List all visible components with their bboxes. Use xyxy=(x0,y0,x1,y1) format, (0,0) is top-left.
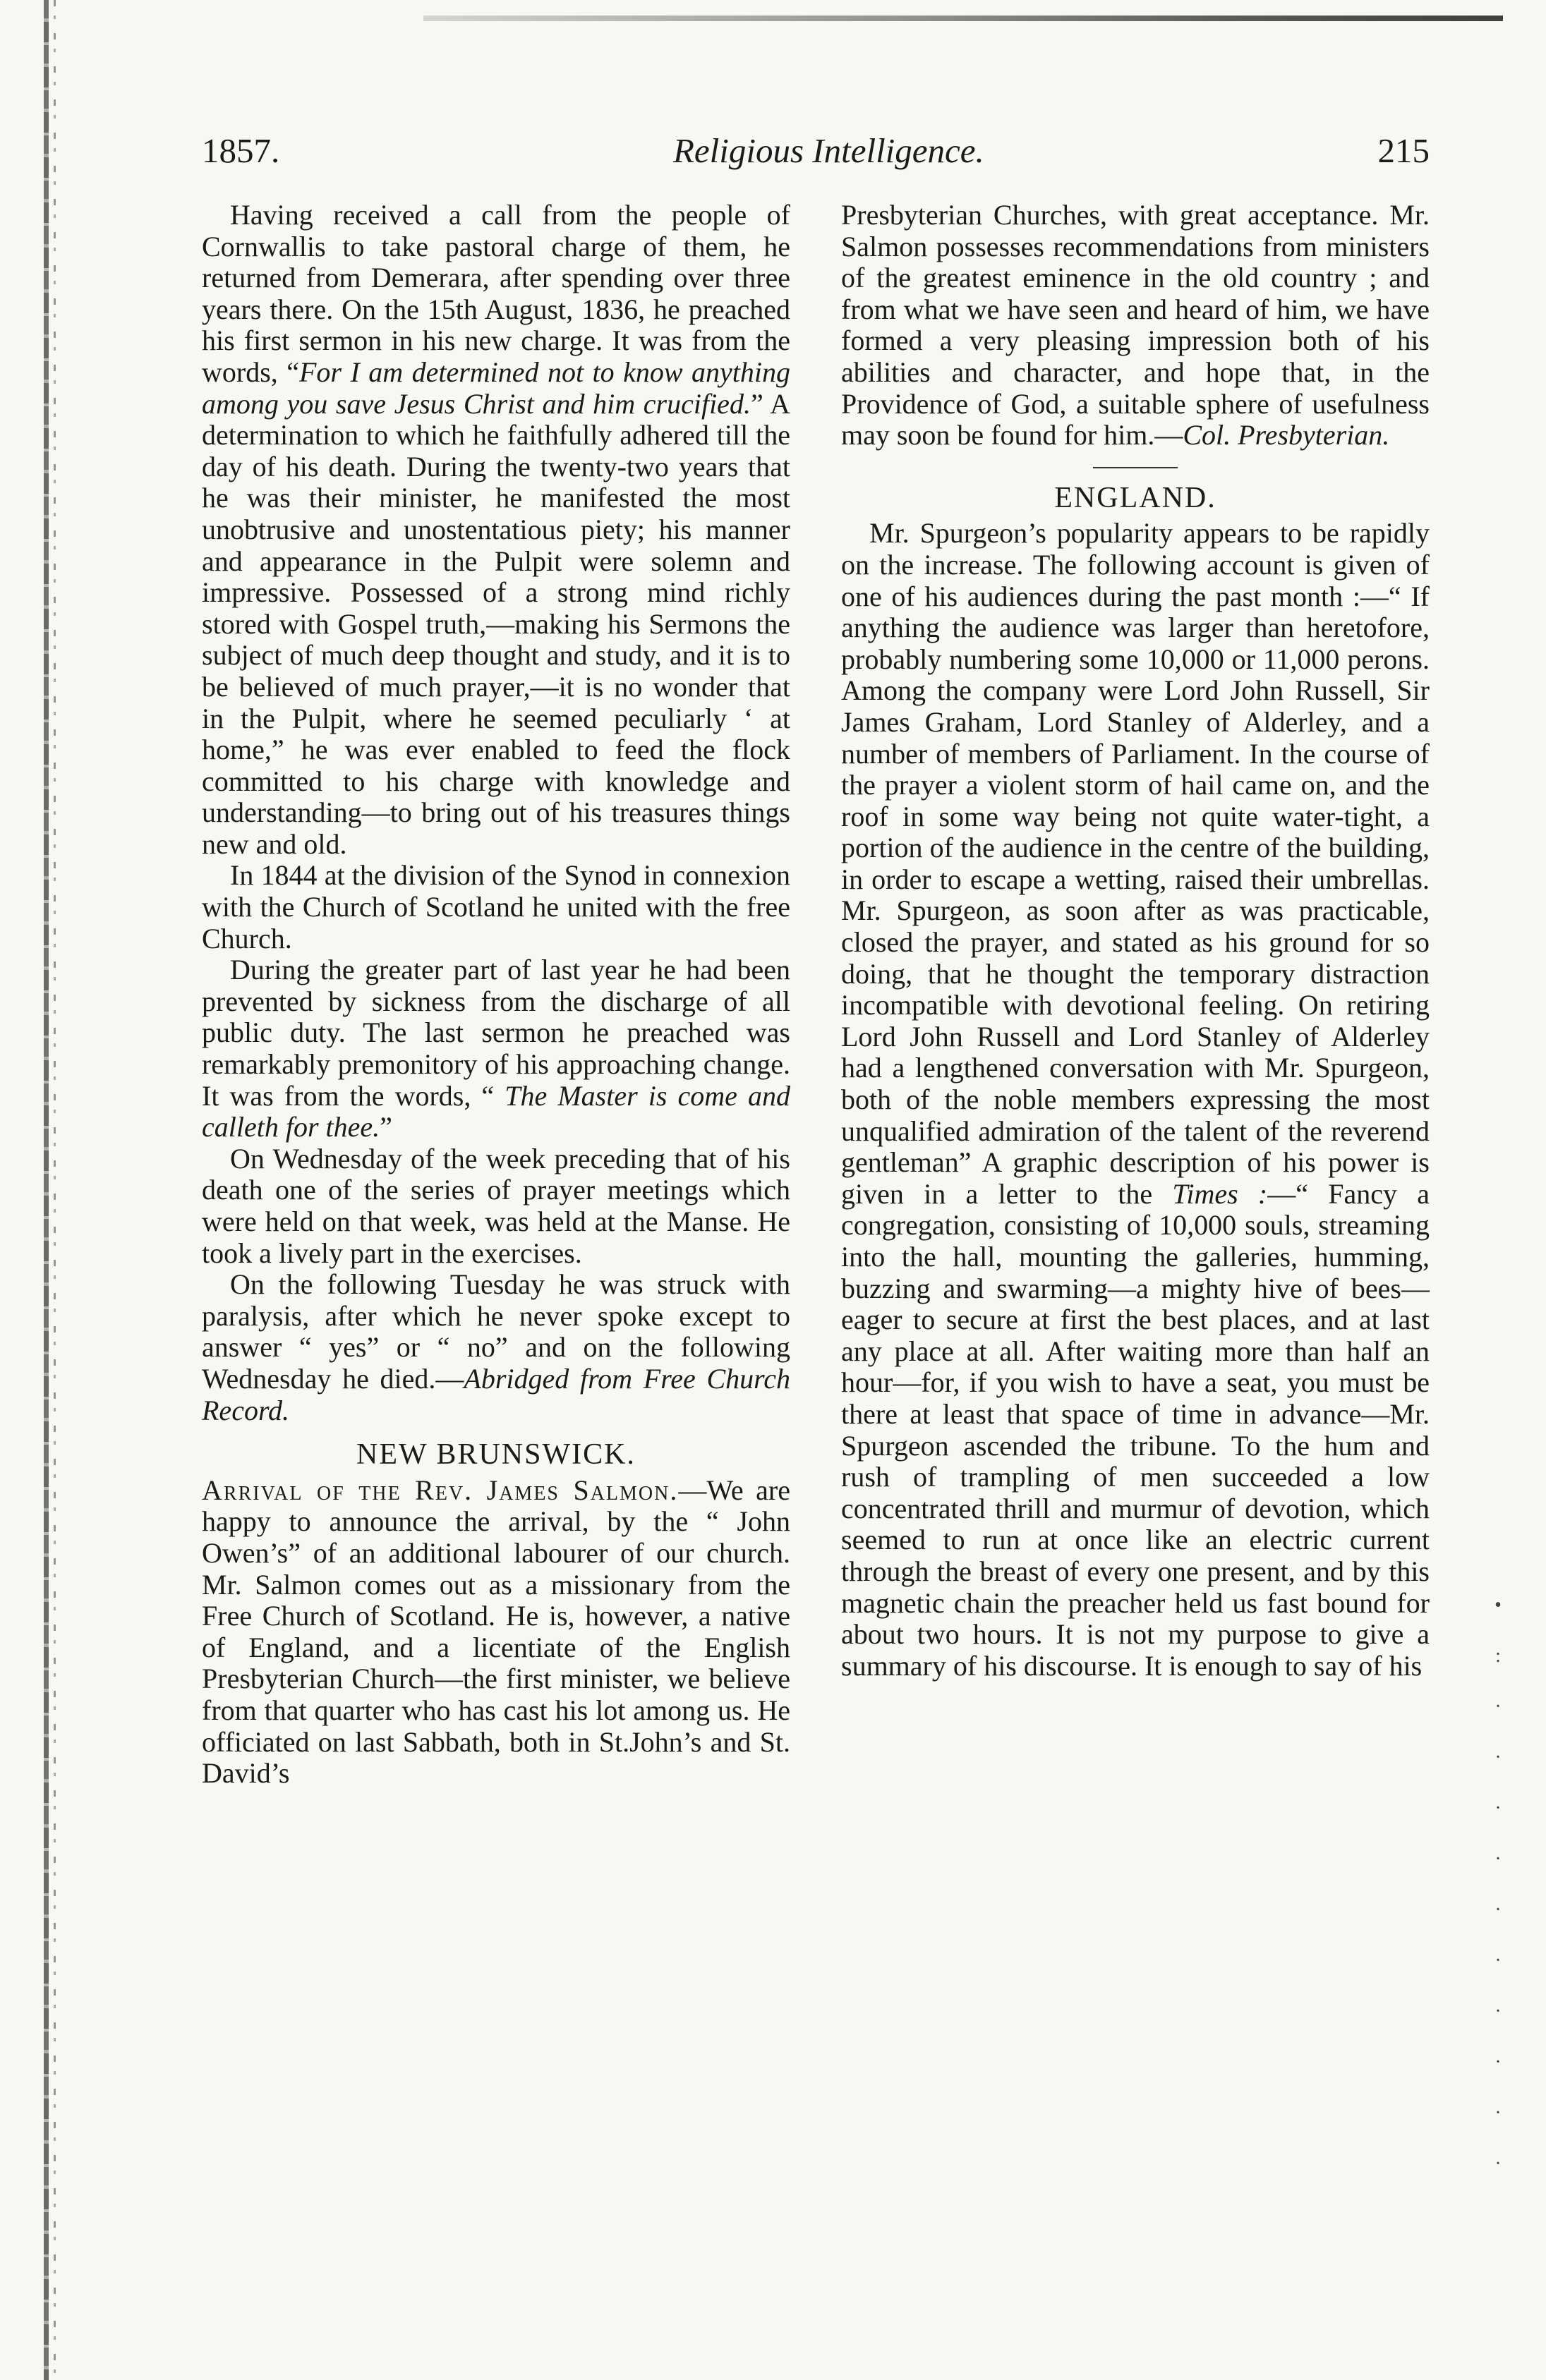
right-column xyxy=(841,200,1430,1790)
page xyxy=(202,130,1430,1790)
page-number: 215 xyxy=(1377,131,1430,170)
newspaper-title: Times : xyxy=(1172,1177,1268,1210)
running-head xyxy=(202,130,1430,181)
section-heading-england: ENGLAND. xyxy=(1054,481,1216,514)
left-paragraph-6: Arrival of the Rev. James Salmon.—We are happy to announce the arrival, by the “ John Owen’s” of an additional labourer of our church. Mr. Salmon comes out as a missionary from the Free Church of Scotland. He is, however, a native of England, and a licentiate of the English Presbyterian Church—the first minister, we believe from that quarter who has cast his lot among us. He officiated on last Sabbath, both in St.John’s and St. David’s xyxy=(202,1474,790,1790)
left-paragraph-4: On Wednesday of the week preceding that of his death one of the series of prayer meetings which were held on that week, was held at the Manse. He took a lively part in the exercises. xyxy=(202,1142,790,1269)
header-year: 1857. xyxy=(202,131,280,170)
left-paragraph-2: In 1844 at the division of the Synod in connexion with the Church of Scotland he united with the free Church. xyxy=(202,859,790,954)
left-paragraph-3: During the greater part of last year he had been prevented by sickness from the discharge of all public duty. The last sermon he preached was remarkably premonitory of his approaching change. It was from the words, “ The Master is come and calleth for thee.” xyxy=(202,954,790,1143)
scan-binding-shadow xyxy=(54,0,56,2380)
left-paragraph-5: On the following Tuesday he was struck with paralysis, after which he never spoke except to answer “ yes” or “ no” and on the following Wednesday he died.—Abridged from Free Church Record. xyxy=(202,1268,790,1426)
scan-top-edge xyxy=(423,16,1503,21)
right-paragraph-2: Mr. Spurgeon’s popularity appears to be rapidly on the increase. The following account is given of one of his audiences during the past month :—“ If anything the audience was larger than heretofore, probably numbering some 10,000 or 11,000 perons. Among the company were Lord John Russell, Sir James Graham, Lord Stanley of Alderley, and a number of members of Parliament. In the course of the prayer a violent storm of hail came on, and the roof in some way being not quite water-tight, a portion of the audience in the centre of the building, in order to escape a wetting, raised their umbrellas. Mr. Spurgeon, as soon after as was practicable, closed the prayer, and stated as his ground for so doing, that he thought the temporary distraction incompatible with devotional feeling. On retiring Lord John Russell and Lord Stanley of Alderley had a lengthened conversation with Mr. Spurgeon, both of the noble members expressing the most unqualified admiration of the talent of the reverend gentleman” A graphic description of his power is given in a letter to the Times :—“ Fancy a congregation, consisting of 10,000 souls, streaming into the hall, mounting the galleries, humming, buzzing and swarming—a mighty hive of bees—eager to secure at first the best places, and at last any place at all. After waiting more than half an hour—for, if you wish to have a seat, you must be there at least that space of time in advance—Mr. Spurgeon ascended the tribune. To the hum and rush of trampling of men succeeded a low concentrated thrill and murmur of devotion, which seemed to run at once like an electric current through the breast of every one present, and by this magnetic chain the preacher held us fast bound for about two hours. It is not my purpose to give a summary of his discourse. It is enough to say of his xyxy=(841,517,1430,1682)
left-column xyxy=(202,200,790,1790)
right-paragraph-1: Presbyterian Churches, with great acceptance. Mr. Salmon possesses recommendations from ministers of the greatest eminence in the old country ; and from what we have seen and heard of him, we have formed a very pleasing impression both of his abilities and character, and hope that, in the Providence of God, a suitable sphere of usefulness may soon be found for him.—Col. Presbyterian. xyxy=(841,199,1430,451)
left-paragraph-1: Having received a call from the people of Cornwallis to take pastoral charge of them, he returned from Demerara, after spending over three years there. On the 15th August, 1836, he preached his first sermon in his new charge. It was from the words, “For I am determined not to know anything among you save Jesus Christ and him crucified.” A determination to which he faithfully adhered till the day of his death. During the twenty-two years that he was their minister, he manifested the most unobtrusive and unostentatious piety; his manner and appearance in the Pulpit were solemn and impressive. Possessed of a strong mind richly stored with Gospel truth,—making his Sermons the subject of much deep thought and study, and it is to be believed of much prayer,—it is no wonder that in the Pulpit, where he seemed peculiarly ‘ at home,” he was ever enabled to feed the flock committed to his charge with knowledge and understanding—to bring out of his treasures things new and old. xyxy=(202,199,791,860)
columns xyxy=(202,200,1430,1790)
section-heading-new-brunswick: NEW BRUNSWICK. xyxy=(356,1438,636,1471)
sermon-quote: The Master is come and calleth for thee. xyxy=(202,1079,790,1143)
section-divider xyxy=(1093,467,1178,468)
source-citation: Abridged from Free Church Record. xyxy=(202,1362,790,1426)
source-citation: Col. Presbyterian. xyxy=(1183,419,1390,451)
article-lead: Arrival of the Rev. James Salmon. xyxy=(202,1474,679,1506)
scripture-quote: For I am determined not to know anything among you save Jesus Christ and him crucified. xyxy=(202,356,791,420)
scan-binding-edge xyxy=(44,0,49,2380)
margin-specks: • : · · · · · · · · · · xyxy=(1494,1594,1502,2175)
header-title: Religious Intelligence. xyxy=(672,131,984,170)
